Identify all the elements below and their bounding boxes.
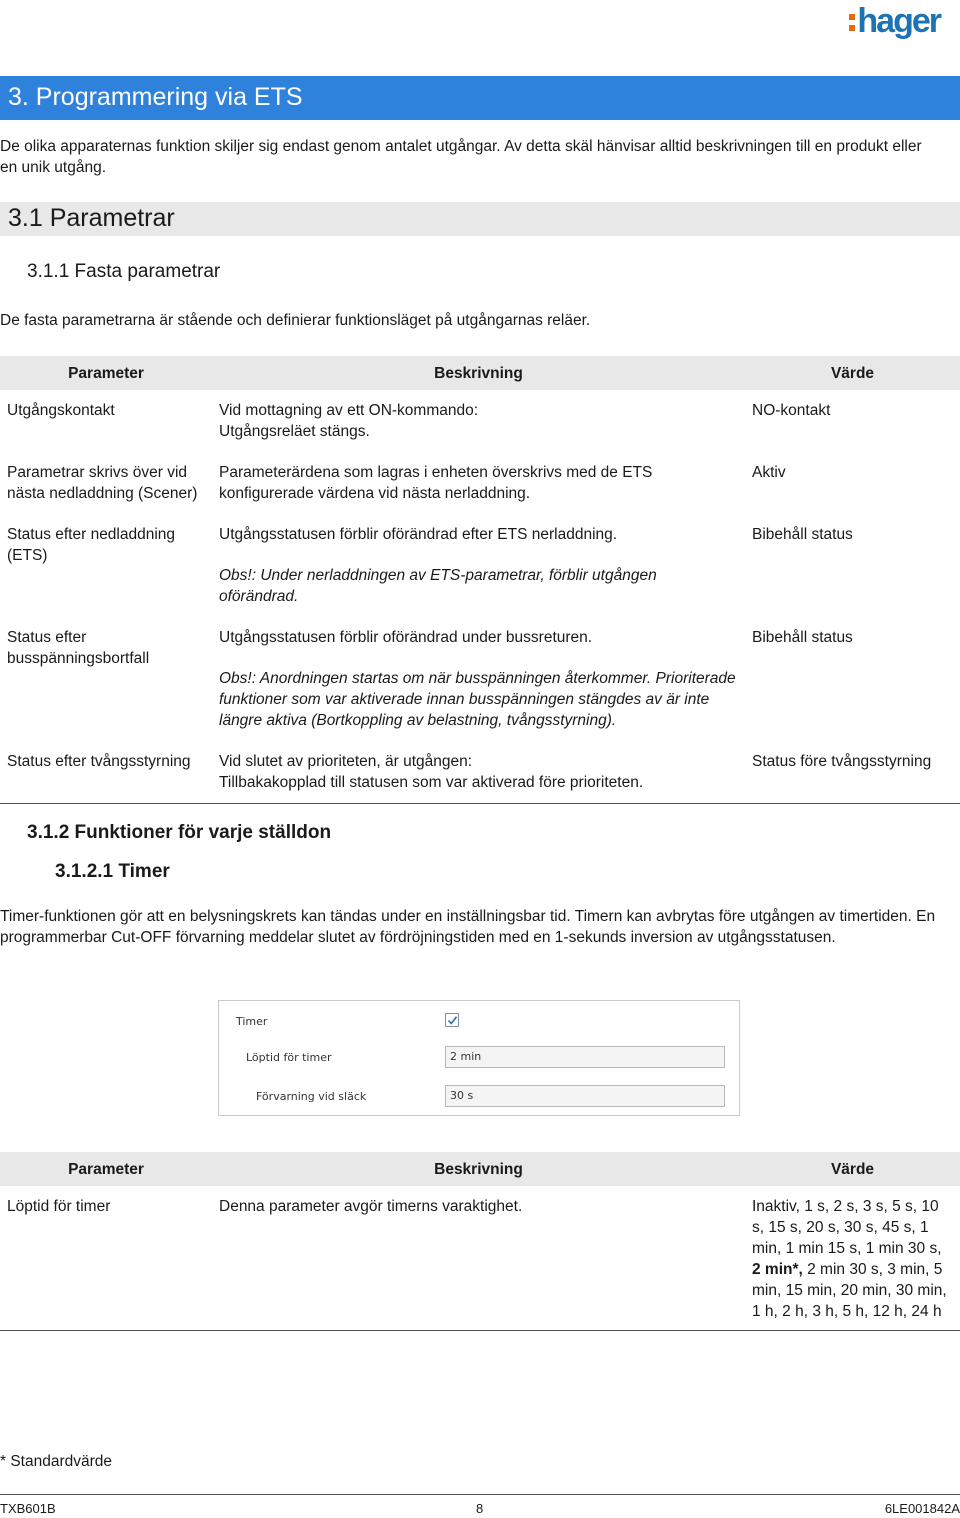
param-cell: Status efter nedladdning (ETS) (7, 526, 176, 564)
footer-reference: 6LE001842A (884, 1501, 960, 1516)
note-text: Obs!: Under nerladdningen av ETS-parametrar, förblir utgången oförändrad. (219, 567, 657, 605)
value-options-rest: 2 min 30 s, 3 min, 5 min, 15 min, 20 min, 30 min, 1 h, 2 h, 3 h, 5 h, 12 h, 24 h (752, 1261, 947, 1320)
logo-text: hager (857, 2, 940, 40)
table-header-row (0, 1152, 960, 1186)
table-row (0, 452, 960, 514)
table-row (0, 741, 960, 804)
value-cell (745, 1186, 960, 1331)
timer-params-table (0, 1152, 960, 1331)
desc-cell: Vid slutet av prioriteten, är utgången: Tillbakakopplad till statusen som var aktiverad före prioriteten. (212, 741, 745, 804)
desc-cell (212, 514, 745, 617)
default-value: 2 min*, (752, 1261, 803, 1278)
value-cell: Status före tvångsstyrning (745, 741, 960, 804)
param-cell: Status efter busspänningsbortfall (7, 629, 150, 667)
timer-checkbox[interactable] (445, 1013, 459, 1027)
value-cell: Bibehåll status (752, 629, 853, 646)
desc-cell: Denna parameter avgör timerns varaktighet. (212, 1186, 745, 1331)
value-options: Inaktiv, 1 s, 2 s, 3 s, 5 s, 10 s, 15 s, 20 s, 30 s, 45 s, 1 min, 1 min 15 s, 1 min 30 s, (752, 1198, 942, 1257)
warning-select[interactable] (445, 1085, 725, 1107)
fixed-params-text: De fasta parametrarna är stående och definierar funktionsläget på utgångarnas reläer. (0, 312, 591, 329)
warning-value: 30 s (450, 1089, 474, 1102)
param-cell: Parametrar skrivs över vid nästa nedladdning (Scener) (7, 464, 198, 502)
table-row (0, 390, 960, 452)
logo-dots (849, 14, 855, 31)
table-header-row (0, 356, 960, 390)
value-cell: NO-kontakt (752, 402, 831, 419)
table-row (0, 514, 960, 617)
param-cell: Status efter tvångsstyrning (0, 741, 212, 804)
header-parameter: Parameter (0, 356, 212, 390)
header-description: Beskrivning (212, 1152, 745, 1186)
desc-cell: Vid mottagning av ett ON-kommando: Utgångsreläet stängs. (219, 402, 479, 440)
subsection-heading-bar (0, 202, 960, 236)
timer-paragraph: Timer-funktionen gör att en belysningskrets kan tändas under en inställningsbar tid. Timern kan avbrytas före utgången av timertiden. En programmerbar Cut-OFF förvarning meddelar slutet av fördröjningstiden med en 1-sekunds inversion av utgångsstatusen. (0, 908, 936, 946)
fixed-params-table (0, 356, 960, 804)
value-cell: Aktiv (752, 464, 786, 481)
param-cell: Utgångskontakt (7, 402, 115, 419)
duration-select[interactable] (445, 1046, 725, 1068)
table-row (0, 1186, 960, 1331)
table-row (0, 617, 960, 741)
note-text: Obs!: Anordningen startas om när busspänningen återkommer. Prioriterade funktioner som var aktiverade innan busspänningen stängdes av är inte längre aktiva (Bortkoppling av belastning, tvångsstyrning). (219, 670, 736, 729)
desc-cell: Parameterärdena som lagras i enheten överskrivs med de ETS konfigurerade värdena vid nästa nerladdning. (219, 464, 653, 502)
desc-text: Utgångsstatusen förblir oförändrad under bussreturen. (219, 629, 593, 646)
footer-doc-code: TXB601B (0, 1501, 56, 1516)
header-parameter: Parameter (0, 1152, 212, 1186)
footer-divider (0, 1494, 960, 1495)
subsection-title: 3.1 Parametrar (8, 204, 175, 232)
ets-timer-dialog (218, 1000, 740, 1116)
value-cell: Bibehåll status (752, 526, 853, 543)
header-value: Värde (745, 1152, 960, 1186)
intro-paragraph: De olika apparaternas funktion skiljer sig endast genom antalet utgångar. Av detta skäl hänvisar alltid beskrivningen till en produkt eller en unik utgång. (0, 138, 922, 176)
header-description: Beskrivning (212, 356, 745, 390)
timer-label: Timer (236, 1015, 268, 1028)
desc-cell (212, 617, 745, 741)
section-title: 3. Programmering via ETS (8, 83, 303, 111)
hager-logo (849, 2, 940, 40)
fixed-params-title: 3.1.1 Fasta parametrar (27, 261, 221, 282)
functions-title: 3.1.2 Funktioner för varje ställdon (27, 822, 332, 843)
duration-value: 2 min (450, 1050, 482, 1063)
check-icon (447, 1015, 458, 1026)
timer-title: 3.1.2.1 Timer (55, 861, 170, 882)
section-heading-bar (0, 76, 960, 120)
param-cell: Löptid för timer (0, 1186, 212, 1331)
footer-page-number: 8 (476, 1501, 484, 1516)
desc-text: Utgångsstatusen förblir oförändrad efter ETS nerladdning. (219, 526, 618, 543)
duration-label: Löptid för timer (246, 1051, 332, 1064)
footnote: * Standardvärde (0, 1453, 113, 1470)
warning-label: Förvarning vid släck (256, 1090, 367, 1103)
header-value: Värde (745, 356, 960, 390)
